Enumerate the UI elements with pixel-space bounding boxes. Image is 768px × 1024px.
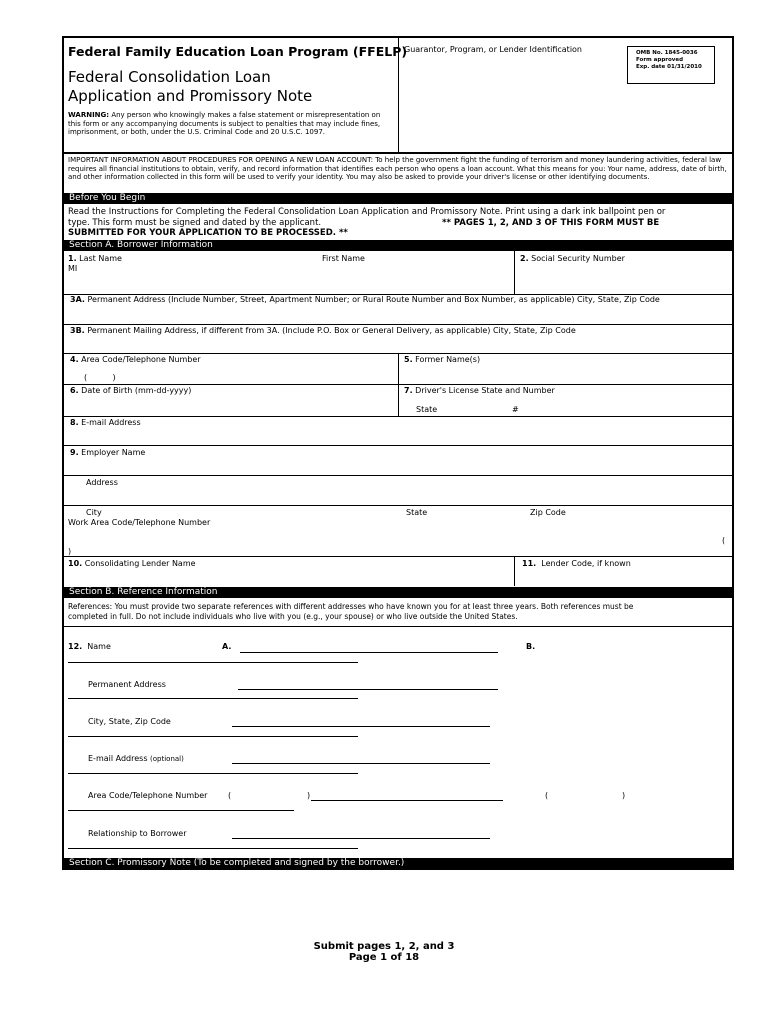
phone-field[interactable]: ( ) bbox=[84, 373, 116, 382]
reference-a-label: A. bbox=[222, 642, 232, 651]
section-a-bar: Section A. Borrower Information bbox=[64, 240, 732, 251]
row-rule bbox=[64, 505, 732, 506]
date-of-birth-field[interactable] bbox=[70, 397, 390, 415]
field-7-label: 7. Driver's License State and Number bbox=[404, 386, 555, 395]
field-6-label: 6. Date of Birth (mm-dd-yyyy) bbox=[70, 386, 192, 395]
section-c-bar: Section C. Promissory Note (To be completed and signed by the borrower.) bbox=[64, 858, 732, 869]
email-field[interactable] bbox=[70, 429, 730, 445]
header-divider bbox=[398, 38, 399, 154]
reference-a-address-field[interactable] bbox=[238, 689, 498, 690]
form-title-line2: Application and Promissory Note bbox=[68, 87, 313, 105]
references-intro-line2: completed in full. Do not include individuals who live with you (e.g., your spouse) or who live outside the United States. bbox=[68, 612, 518, 621]
important-label: IMPORTANT INFORMATION ABOUT PROCEDURES FOR OPENING A NEW LOAN ACCOUNT: bbox=[68, 156, 373, 164]
ssn-field[interactable] bbox=[520, 266, 730, 290]
reference-b-label: B. bbox=[526, 642, 536, 651]
license-state-label[interactable]: State bbox=[416, 405, 438, 414]
pages-required-note: ** PAGES 1, 2, AND 3 OF THIS FORM MUST BE bbox=[442, 218, 660, 228]
row-rule bbox=[64, 324, 732, 325]
omb-box bbox=[627, 46, 715, 84]
field-1-label: 1. Last Name bbox=[68, 254, 122, 263]
page-number: Page 1 of 18 bbox=[348, 952, 420, 963]
field-2-label: 2. Social Security Number bbox=[520, 254, 625, 263]
employer-address-field[interactable] bbox=[86, 489, 730, 505]
footer bbox=[0, 941, 768, 963]
first-name-label: First Name bbox=[322, 254, 365, 263]
row-rule bbox=[64, 556, 732, 557]
mi-label: MI bbox=[68, 264, 78, 273]
work-phone-paren-open[interactable]: ( bbox=[722, 536, 726, 545]
important-text: To help the government fight the funding of terrorism and money laundering activities, federal law requires all financial institutions to obtain, verify, and record information that identifies each person who opens a loan account. What this means for you: Your name, address, date of birth, and other information collected in this form will be used to verify your identity. You may also be asked to provide your driver's license or other identifying documents. bbox=[68, 156, 727, 181]
before-you-begin-bar: Before You Begin bbox=[64, 193, 732, 204]
row-rule bbox=[64, 384, 732, 385]
mailing-address-field[interactable] bbox=[70, 337, 730, 353]
ref-b-phone-paren-close[interactable]: ) bbox=[622, 791, 626, 800]
field-9-label: 9. Employer Name bbox=[70, 448, 146, 457]
field-12-label: 12. Name bbox=[68, 642, 111, 651]
divider bbox=[398, 353, 399, 417]
field-11-label: 11. Lender Code, if known bbox=[522, 559, 631, 568]
omb-expiration: Exp. date 01/31/2010 bbox=[636, 64, 702, 70]
former-names-field[interactable] bbox=[404, 366, 730, 382]
reference-a-phone-field[interactable] bbox=[311, 800, 503, 801]
header-rule bbox=[64, 152, 732, 154]
reference-b-relationship-field[interactable] bbox=[68, 848, 358, 849]
field-4-label: 4. Area Code/Telephone Number bbox=[70, 355, 201, 364]
employer-name-field[interactable] bbox=[70, 459, 730, 475]
instructions-line2: type. This form must be signed and dated by the applicant. bbox=[68, 218, 322, 228]
field-3a-label: 3A. Permanent Address (Include Number, Street, Apartment Number; or Rural Route Number and Box Number, as applicable) City, State, Zip Code bbox=[70, 295, 660, 304]
ref-b-phone-paren-open[interactable]: ( bbox=[545, 791, 549, 800]
employer-city-label: City bbox=[86, 508, 102, 517]
warning-text: Any person who knowingly makes a false statement or misrepresentation on this form or any accompanying documents is subject to penalties that may include fines, imprisonment, or both, under the U.S. Criminal Code and 20 U.S.C. 1097. bbox=[68, 111, 381, 136]
consolidating-lender-field[interactable] bbox=[70, 570, 510, 584]
reference-a-email-field[interactable] bbox=[232, 763, 490, 764]
reference-a-relationship-field[interactable] bbox=[232, 838, 490, 839]
ref-a-phone-paren-close[interactable]: ) bbox=[307, 791, 311, 800]
field-3b-label: 3B. Permanent Mailing Address, if different from 3A. (Include P.O. Box or General Delivery, as applicable) City, State, Zip Code bbox=[70, 326, 576, 335]
section-b-bar: Section B. Reference Information bbox=[64, 587, 732, 598]
ref-city-state-zip-label: City, State, Zip Code bbox=[88, 717, 171, 726]
work-phone-paren-close[interactable]: ) bbox=[68, 547, 72, 556]
field-10-label: 10. Consolidating Lender Name bbox=[68, 559, 196, 568]
lender-code-field[interactable] bbox=[520, 570, 730, 584]
reference-b-address-field[interactable] bbox=[68, 698, 358, 699]
borrower-name-field[interactable] bbox=[70, 274, 510, 292]
reference-b-name-field[interactable] bbox=[68, 662, 358, 663]
divider bbox=[514, 556, 515, 586]
field-8-label: 8. E-mail Address bbox=[70, 418, 141, 427]
guarantor-label: Guarantor, Program, or Lender Identification bbox=[404, 45, 582, 54]
ref-phone-label: Area Code/Telephone Number bbox=[88, 791, 208, 800]
divider bbox=[514, 251, 515, 295]
ref-a-phone-paren-open[interactable]: ( bbox=[228, 791, 232, 800]
row-rule bbox=[64, 445, 732, 446]
important-info bbox=[68, 156, 730, 182]
references-intro-line1: References: You must provide two separate references with different addresses who have known you for at least three years. Both references must be bbox=[68, 602, 634, 611]
submit-pages-note: Submit pages 1, 2, and 3 bbox=[313, 941, 455, 952]
work-phone-label: Work Area Code/Telephone Number bbox=[68, 518, 211, 527]
loan-application-form bbox=[62, 36, 734, 870]
permanent-address-field[interactable] bbox=[70, 306, 730, 322]
ref-permanent-address-label: Permanent Address bbox=[88, 680, 166, 689]
form-title-line1: Federal Consolidation Loan bbox=[68, 68, 271, 86]
program-title: Federal Family Education Loan Program (FFELP) bbox=[68, 44, 408, 59]
employer-state-label: State bbox=[406, 508, 428, 517]
field-5-label: 5. Former Name(s) bbox=[404, 355, 481, 364]
employer-address-label: Address bbox=[86, 478, 118, 487]
ref-relationship-label: Relationship to Borrower bbox=[88, 829, 187, 838]
employer-zip-label: Zip Code bbox=[530, 508, 566, 517]
row-rule bbox=[64, 475, 732, 476]
license-number-label[interactable]: # bbox=[512, 405, 519, 414]
reference-a-city-field[interactable] bbox=[232, 726, 490, 727]
omb-form-approved: Form approved bbox=[636, 57, 683, 63]
row-rule bbox=[64, 416, 732, 417]
instructions-line1: Read the Instructions for Completing the Federal Consolidation Loan Application and Promissory Note. Print using a dark ink ballpoint pen or bbox=[68, 207, 666, 217]
row-rule bbox=[64, 626, 732, 627]
ref-email-label: E-mail Address (optional) bbox=[88, 754, 184, 763]
omb-number: OMB No. 1845-0036 bbox=[636, 50, 698, 56]
reference-b-email-field[interactable] bbox=[68, 773, 358, 774]
warning-notice bbox=[68, 111, 388, 137]
reference-a-name-field[interactable] bbox=[240, 652, 498, 653]
reference-b-city-field[interactable] bbox=[68, 736, 358, 737]
warning-label: WARNING: bbox=[68, 111, 110, 119]
instructions-line3: SUBMITTED FOR YOUR APPLICATION TO BE PROCESSED. ** bbox=[68, 228, 348, 238]
reference-b-phone-field[interactable] bbox=[68, 810, 294, 811]
